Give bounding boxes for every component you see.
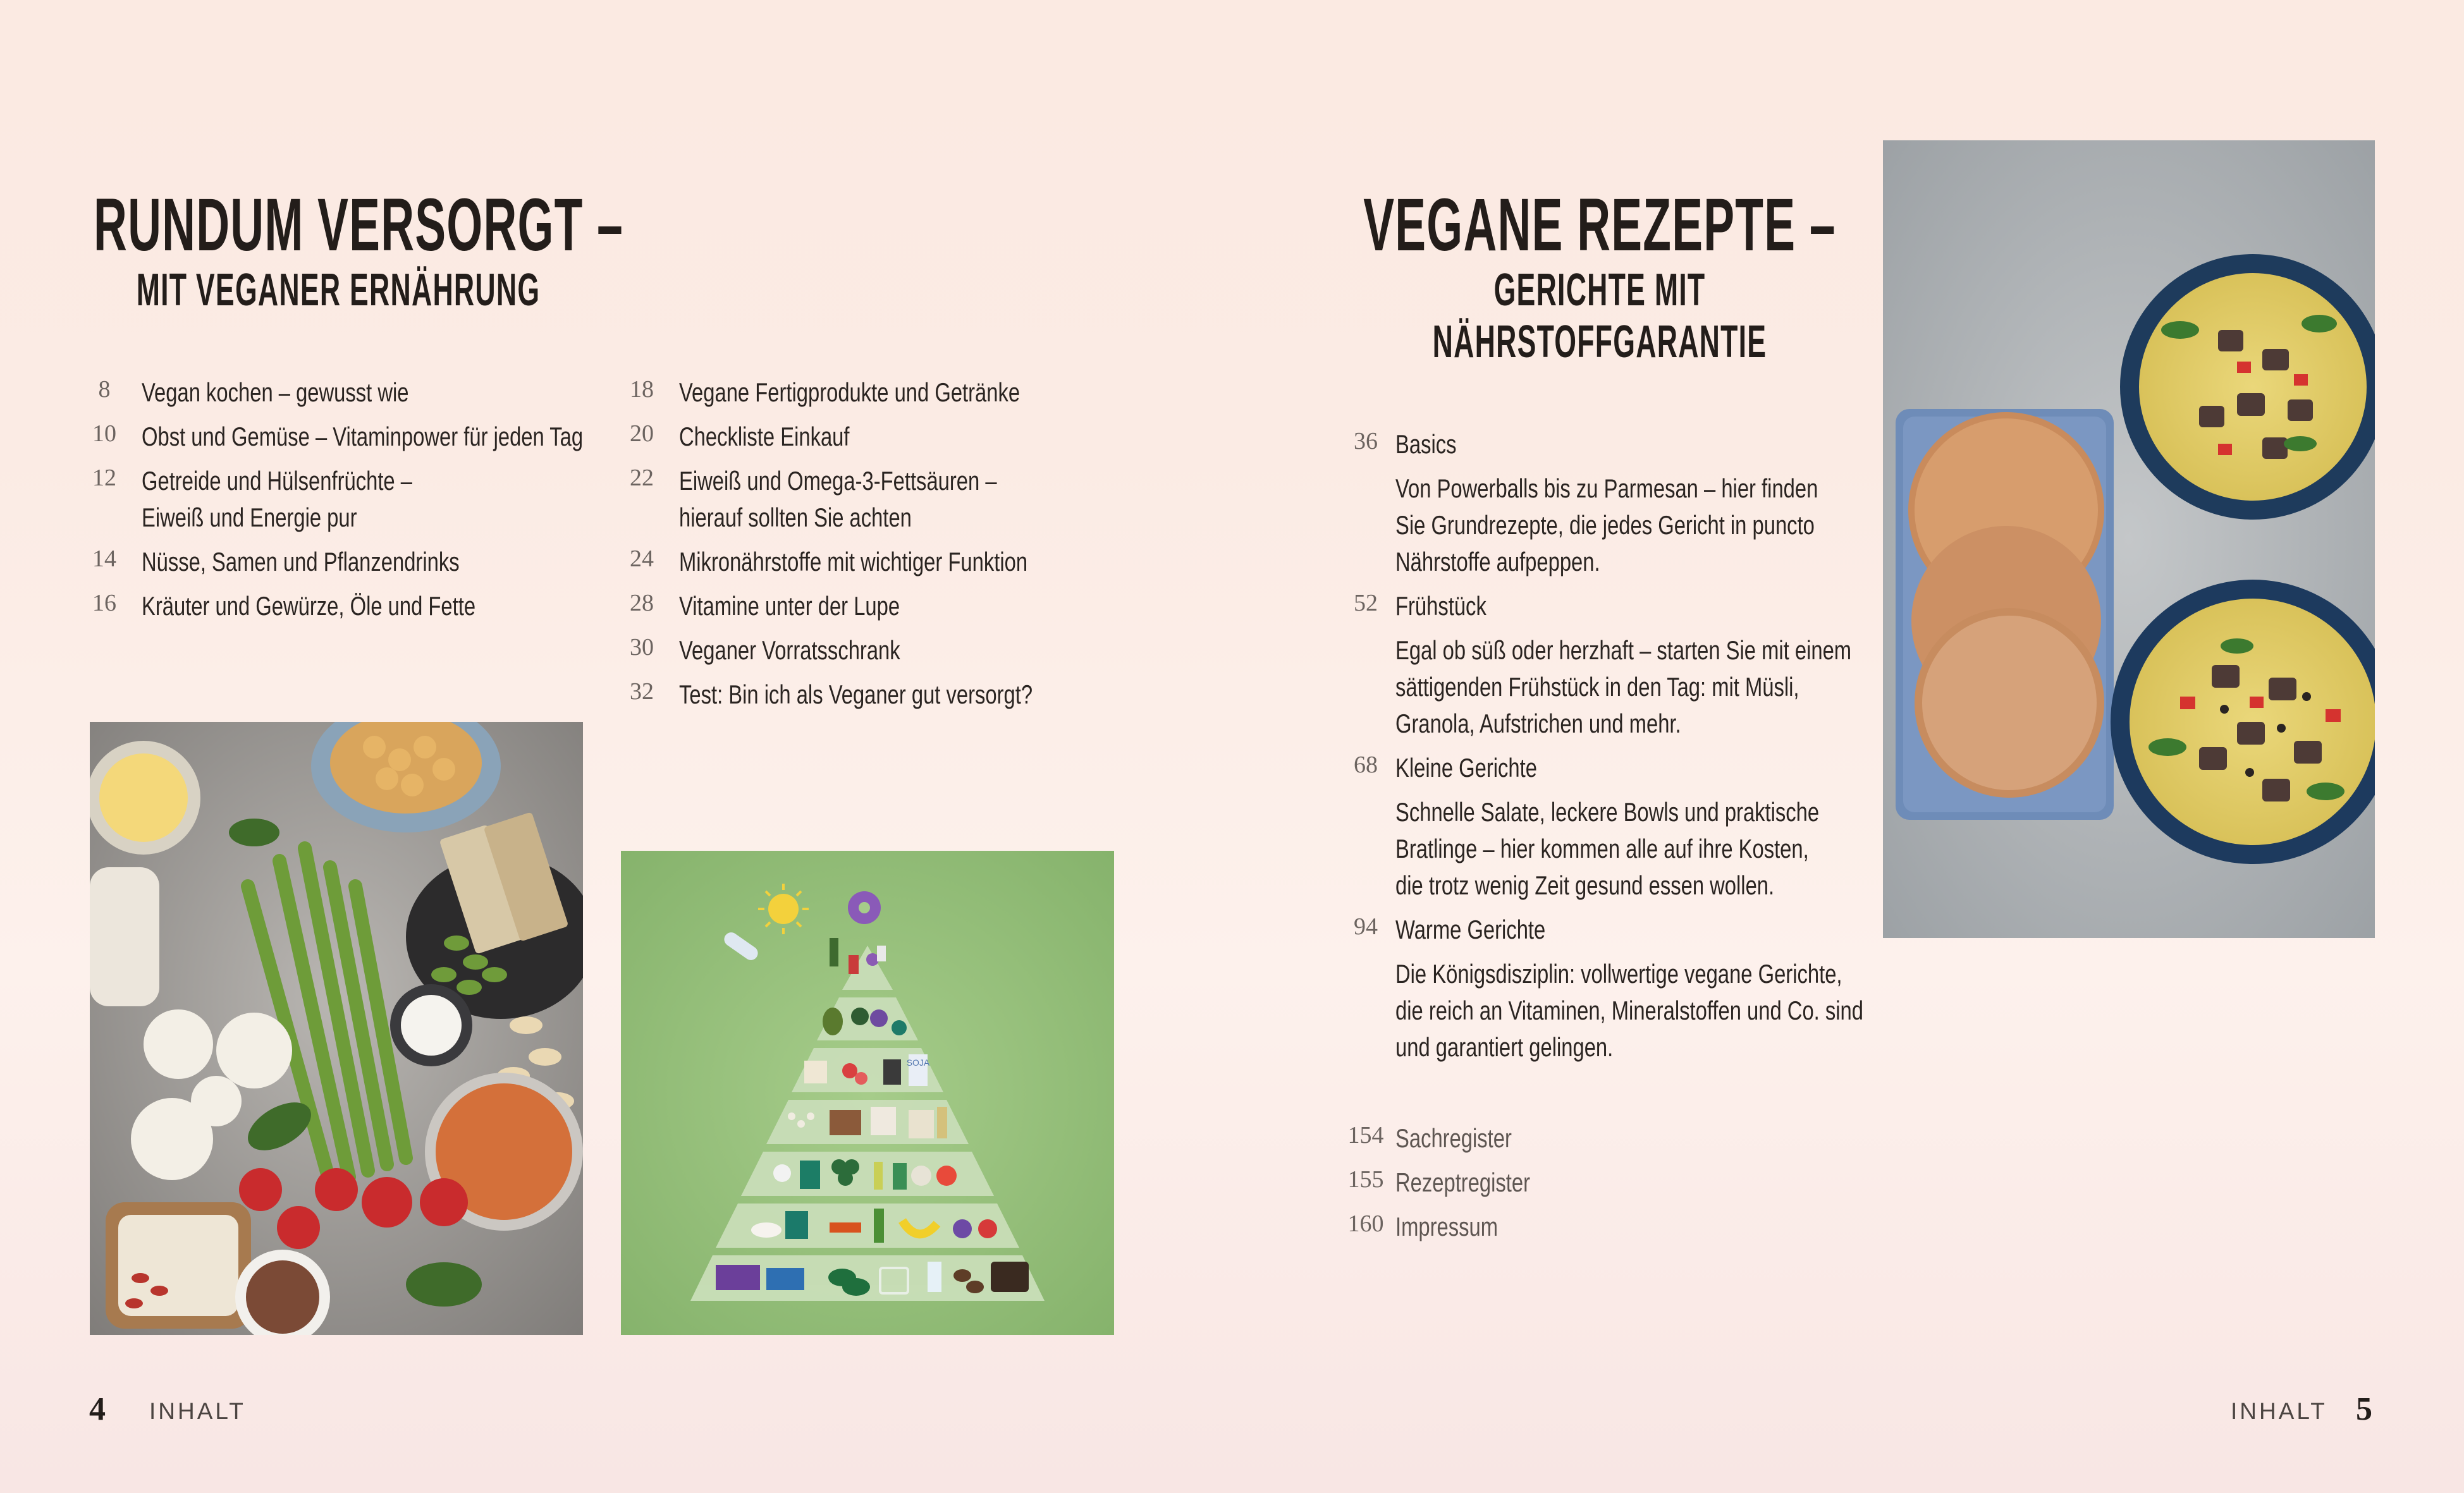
toc-index-entry[interactable] (1344, 1209, 1527, 1245)
toc-entry[interactable] (82, 544, 549, 580)
toc-page-number: 22 (630, 465, 654, 491)
toc-page-number: 160 (1347, 1210, 1384, 1237)
toc-page-number: 30 (630, 634, 654, 661)
toc-index-entry[interactable] (1344, 1164, 1568, 1201)
toc-page-number: 24 (630, 545, 654, 572)
running-head-left: INHALT (149, 1398, 246, 1424)
toc-page-number: 20 (630, 420, 654, 447)
toc-entry[interactable] (620, 632, 962, 669)
toc-chapter-description: Sie Grundrezepte, die jedes Gericht in puncto (1395, 510, 1815, 540)
left-subtitle: MIT VEGANER ERNÄHRUNG (136, 265, 541, 315)
toc-page-number: 18 (630, 376, 654, 403)
toc-chapter[interactable] (1344, 750, 1939, 904)
toc-page-number: 8 (98, 376, 111, 403)
right-subtitle-line-1: GERICHTE MIT (1493, 265, 1706, 315)
toc-entry-title: Vegan kochen – gewusst wie (142, 377, 409, 407)
toc-entry-title: Kräuter und Gewürze, Öle und Fette (142, 591, 476, 621)
toc-entry[interactable] (82, 374, 484, 411)
toc-index-label: Rezeptregister (1395, 1167, 1531, 1197)
ingredients-photo (90, 722, 583, 1335)
toc-chapter-description: Granola, Aufstrichen und mehr. (1395, 709, 1681, 738)
toc-page-number: 94 (1354, 913, 1378, 940)
toc-entry[interactable] (620, 418, 898, 455)
toc-chapter-heading: Warme Gerichte (1395, 915, 1546, 944)
toc-chapter-description: und garantiert gelingen. (1395, 1032, 1614, 1062)
toc-entry[interactable] (82, 418, 708, 455)
toc-chapter-heading: Basics (1395, 429, 1457, 459)
toc-right (1344, 426, 1881, 1083)
toc-entry-title-cont: hierauf sollten Sie achten (679, 503, 912, 532)
toc-entry[interactable] (620, 544, 1126, 580)
toc-chapter-heading: Kleine Gerichte (1395, 753, 1537, 783)
toc-chapter-description: Die Königsdisziplin: vollwertige vegane Gerichte, (1395, 959, 1842, 989)
toc-entry-title-cont: Eiweiß und Energie pur (142, 503, 357, 532)
toc-page-number: 36 (1354, 428, 1378, 454)
toc-page-number: 28 (630, 590, 654, 616)
toc-index-label: Impressum (1395, 1212, 1499, 1241)
toc-entry-title: Test: Bin ich als Veganer gut versorgt? (679, 679, 1033, 709)
running-head-right: INHALT (2231, 1398, 2327, 1424)
toc-entry-title: Getreide und Hülsenfrüchte – (142, 466, 412, 496)
toc-index (1344, 1120, 1723, 1259)
toc-left-column-1 (82, 374, 607, 640)
toc-page-number: 32 (630, 678, 654, 705)
toc-chapter-description: Schnelle Salate, leckere Bowls und praktische (1395, 797, 1820, 827)
toc-entry-title: Checkliste Einkauf (679, 422, 850, 451)
toc-entry[interactable] (82, 588, 570, 625)
right-title: VEGANE REZEPTE – (1363, 183, 1836, 267)
toc-page-number: 16 (92, 590, 116, 616)
toc-entry[interactable] (620, 676, 1132, 713)
toc-entry-title: Obst und Gemüse – Vitaminpower für jeden Tag (142, 422, 584, 451)
toc-entry[interactable] (620, 588, 962, 625)
toc-index-label: Sachregister (1395, 1123, 1512, 1153)
toc-chapter-description: die reich an Vitaminen, Mineralstoffen und Co. sind (1395, 996, 1863, 1025)
toc-entry-title: Vegane Fertigprodukte und Getränke (679, 377, 1021, 407)
toc-entry-title: Veganer Vorratsschrank (679, 635, 900, 665)
left-title: RUNDUM VERSORGT – (94, 183, 624, 267)
toc-chapter-description: sättigenden Frühstück in den Tag: mit Müsli, (1395, 672, 1799, 702)
page-number-right: 5 (2356, 1391, 2372, 1427)
sun-icon (768, 894, 799, 924)
toc-entry-title: Eiweiß und Omega-3-Fettsäuren – (679, 466, 997, 496)
toc-page-number: 12 (92, 465, 116, 491)
toc-entry-title: Nüsse, Samen und Pflanzendrinks (142, 547, 460, 576)
food-pyramid-illustration (621, 851, 1114, 1335)
toc-page-number: 10 (92, 420, 116, 447)
toc-entry[interactable] (620, 463, 1086, 536)
toc-index-entry[interactable] (1344, 1120, 1545, 1157)
toc-page-number: 155 (1347, 1166, 1384, 1193)
toc-chapter-description: Von Powerballs bis zu Parmesan – hier finden (1395, 473, 1818, 503)
toc-chapter-description: Nährstoffe aufpeppen. (1395, 547, 1600, 576)
toc-entry[interactable] (620, 374, 1116, 411)
toc-entry-title: Vitamine unter der Lupe (679, 591, 900, 621)
toc-chapter-description: die trotz wenig Zeit gesund essen wollen. (1395, 870, 1775, 900)
toc-page-number: 14 (92, 545, 116, 572)
toc-page-number: 68 (1354, 752, 1378, 778)
toc-left-column-2 (620, 374, 1125, 728)
toc-chapter-description: Egal ob süß oder herzhaft – starten Sie mit einem (1395, 635, 1852, 665)
toc-chapter-description: Bratlinge – hier kommen alle auf ihre Kosten, (1395, 834, 1809, 863)
toc-entry[interactable] (82, 463, 489, 536)
toc-entry-title: Mikronährstoffe mit wichtiger Funktion (679, 547, 1028, 576)
toc-chapter-heading: Frühstück (1395, 591, 1486, 621)
toc-page-number: 154 (1347, 1122, 1384, 1149)
toc-chapter[interactable] (1344, 426, 1937, 580)
right-subtitle-line-2: NÄHRSTOFFGARANTIE (1432, 317, 1767, 367)
soja-label: SOJA (906, 1057, 930, 1068)
page-number-left: 4 (89, 1391, 106, 1427)
toc-page-number: 52 (1354, 590, 1378, 616)
recipes-photo (1883, 140, 2375, 938)
